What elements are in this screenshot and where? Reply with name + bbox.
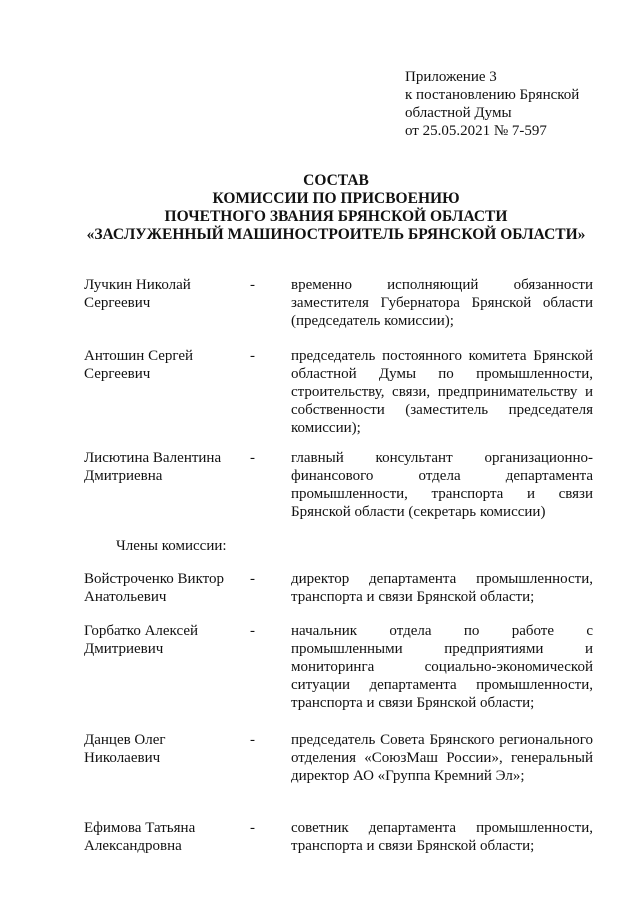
member-name bbox=[84, 819, 244, 855]
member-name-line-2: Сергеевич bbox=[84, 366, 151, 382]
separator-dash: - bbox=[250, 732, 255, 748]
title-line-3: ПОЧЕТНОГО ЗВАНИЯ БРЯНСКОЙ ОБЛАСТИ bbox=[164, 208, 508, 225]
member-name-line-2: Сергеевич bbox=[84, 295, 151, 311]
member-name-line-1: Данцев Олег bbox=[84, 732, 166, 748]
member-name-line-2: Дмитриевич bbox=[84, 641, 164, 657]
member-name bbox=[84, 449, 244, 485]
member-name-line-2: Дмитриевна bbox=[84, 468, 163, 484]
separator-dash: - bbox=[250, 820, 255, 836]
member-name bbox=[84, 276, 244, 312]
separator-dash: - bbox=[250, 571, 255, 587]
member-name bbox=[84, 622, 244, 658]
title-line-2: КОМИССИИ ПО ПРИСВОЕНИЮ bbox=[212, 190, 460, 207]
member-name-line-1: Антошин Сергей bbox=[84, 348, 194, 364]
member-name bbox=[84, 347, 244, 383]
member-name bbox=[84, 731, 244, 767]
title-line-4: «ЗАСЛУЖЕННЫЙ МАШИНОСТРОИТЕЛЬ БРЯНСКОЙ ОБЛАСТИ» bbox=[86, 226, 586, 243]
appendix-issuer: областной Думы bbox=[405, 105, 512, 121]
title-line-1: СОСТАВ bbox=[303, 172, 369, 189]
appendix-reference bbox=[405, 68, 579, 140]
member-role: председатель Совета Брянского регионального отделения «СоюзМаш России», генеральный директор АО «Группа Кремний Эл»; bbox=[291, 732, 593, 784]
appendix-number: Приложение 3 bbox=[405, 69, 497, 85]
separator-dash: - bbox=[250, 623, 255, 639]
member-name-line-2: Николаевич bbox=[84, 750, 161, 766]
member-name-line-2: Анатольевич bbox=[84, 589, 167, 605]
member-name-line-1: Лучкин Николай bbox=[84, 277, 191, 293]
separator-dash: - bbox=[250, 277, 255, 293]
member-name-line-2: Александровна bbox=[84, 838, 182, 854]
member-role: начальник отдела по работе с промышленными предприятиями и мониторинга социально-экономической ситуации департамента промышленности, транспорта и связи Брянской области; bbox=[291, 623, 593, 711]
member-role: директор департамента промышленности, транспорта и связи Брянской области; bbox=[291, 571, 593, 605]
member-role: главный консультант организационно-финансового отдела департамента промышленности, транспорта и связи Брянской области (секретарь комиссии) bbox=[291, 450, 593, 520]
appendix-date-number: от 25.05.2021 № 7-597 bbox=[405, 123, 547, 139]
member-name-line-1: Горбатко Алексей bbox=[84, 623, 199, 639]
member-role: советник департамента промышленности, транспорта и связи Брянской области; bbox=[291, 820, 593, 854]
member-name bbox=[84, 570, 244, 606]
member-role: временно исполняющий обязанности заместителя Губернатора Брянской области (председатель комиссии); bbox=[291, 277, 593, 329]
document-title bbox=[0, 172, 640, 244]
appendix-resolution: к постановлению Брянской bbox=[405, 87, 580, 103]
member-role: председатель постоянного комитета Брянской областной Думы по промышленности, строительству, связи, предпринимательству и собственности (заместитель председателя комиссии); bbox=[291, 348, 593, 436]
separator-dash: - bbox=[250, 450, 255, 466]
members-heading: Члены комиссии: bbox=[116, 538, 227, 554]
member-name-line-1: Ефимова Татьяна bbox=[84, 820, 196, 836]
member-name-line-1: Лисютина Валентина bbox=[84, 450, 222, 466]
separator-dash: - bbox=[250, 348, 255, 364]
member-name-line-1: Войстроченко Виктор bbox=[84, 571, 225, 587]
